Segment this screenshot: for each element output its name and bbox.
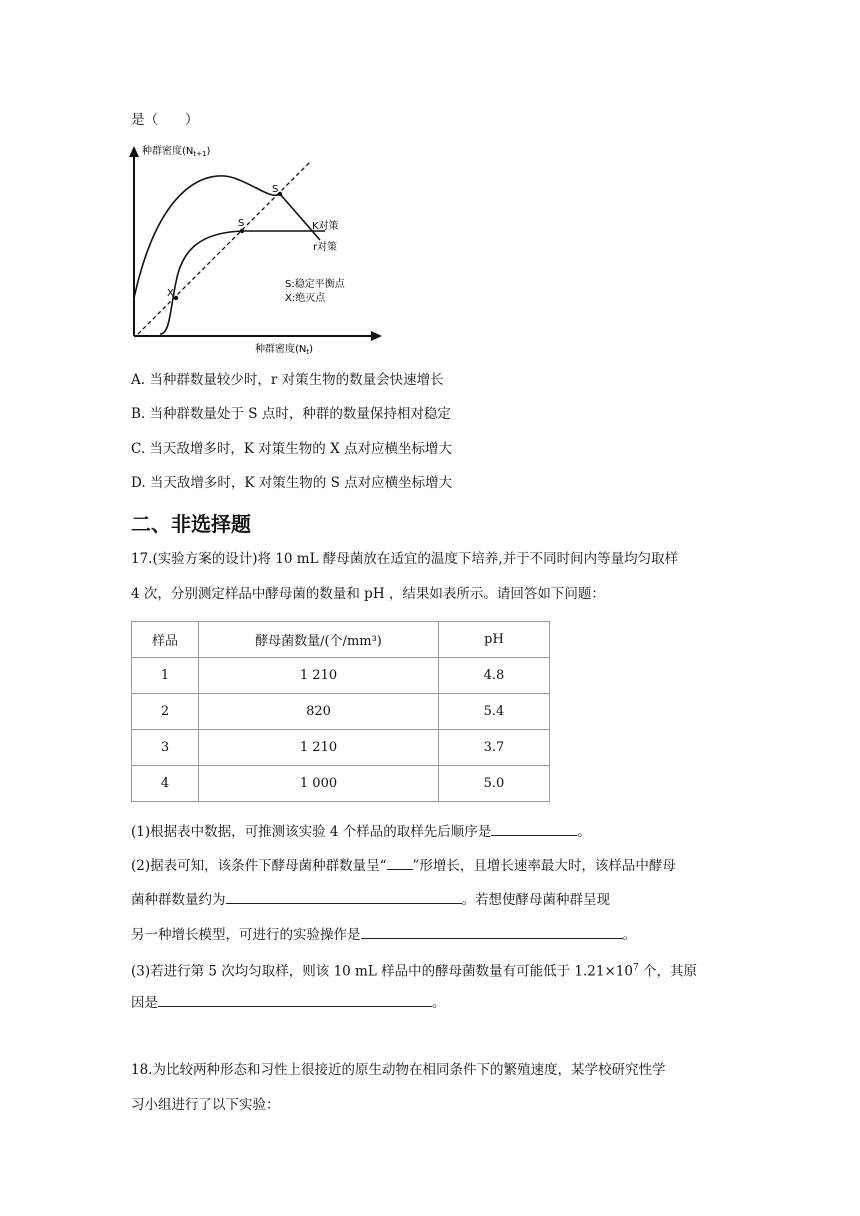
- answer-blank[interactable]: [361, 924, 623, 939]
- r-curve-label: r对策: [313, 242, 338, 253]
- table-row: [132, 658, 550, 694]
- cell-ph: 5.4: [439, 694, 550, 730]
- answer-blank[interactable]: [158, 992, 432, 1007]
- table-header-row: [132, 622, 550, 658]
- k-x-label: X: [167, 288, 174, 299]
- x-axis-arrow: [371, 331, 382, 341]
- legend-x: X:绝灭点: [285, 293, 326, 304]
- q17-stem-line2: 4 次，分别测定样品中酵母菌的数量和 pH ，结果如表所示。请回答如下问题：: [131, 586, 605, 602]
- option-d: D. 当天敌增多时，K 对策生物的 S 点对应横坐标增大: [131, 475, 453, 491]
- answer-blank[interactable]: [387, 855, 413, 870]
- k-s-point: [240, 229, 244, 233]
- q17-part1: (1)根据表中数据，可推测该实验 4 个样品的取样先后顺序是 。: [131, 821, 591, 842]
- cell-count: 1 210: [199, 658, 439, 694]
- cell-sample: 2: [132, 694, 199, 730]
- answer-blank[interactable]: [491, 821, 577, 836]
- answer-blank[interactable]: [226, 889, 462, 904]
- header-ph: pH: [439, 622, 550, 658]
- k-x-point: [174, 296, 178, 300]
- cell-ph: 4.8: [439, 658, 550, 694]
- cell-ph: 5.0: [439, 766, 550, 802]
- cell-ph: 3.7: [439, 730, 550, 766]
- header-sample: 样品: [132, 622, 199, 658]
- x-axis-label: 种群密度$(N_t)$: [255, 344, 314, 356]
- cell-count: 820: [199, 694, 439, 730]
- k-s-label: S: [238, 218, 245, 229]
- y-axis-arrow: [129, 146, 139, 157]
- table-row: [132, 694, 550, 730]
- cell-count: 1 000: [199, 766, 439, 802]
- r-s-label: S: [272, 184, 279, 195]
- q17-part3-line1: (3)若进行第 5 次均匀取样，则该 10 mL 样品中的酵母菌数量有可能低于 $1.21\times 10^7$ 个，其原: [131, 963, 697, 980]
- cell-sample: 1: [132, 658, 199, 694]
- section-title: 二、非选择题: [131, 512, 251, 536]
- option-b: B. 当种群数量处于 S 点时，种群的数量保持相对稳定: [131, 406, 451, 422]
- q18-line1: 18.为比较两种形态和习性上很接近的原生动物在相同条件下的繁殖速度，某学校研究性学: [131, 1062, 666, 1078]
- y-axis-label: 种群密度$(N_{t+1})$: [142, 146, 211, 158]
- cell-sample: 4: [132, 766, 199, 802]
- option-a: A. 当种群数量较少时，r 对策生物的数量会快速增长: [131, 372, 444, 388]
- question16-stem-tail: 是（ ）: [131, 112, 199, 128]
- k-curve-label: K对策: [312, 221, 339, 232]
- q18-line2: 习小组进行了以下实验：: [131, 1097, 280, 1113]
- option-c: C. 当天敌增多时，K 对策生物的 X 点对应横坐标增大: [131, 441, 453, 457]
- q17-part2-line1: (2)据表可知，该条件下酵母菌种群数量呈“ ”形增长，且增长速率最大时，该样品中酵母: [131, 855, 676, 876]
- cell-count: 1 210: [199, 730, 439, 766]
- legend-s: S:稳定平衡点: [285, 279, 345, 290]
- reference-diagonal: [138, 162, 310, 334]
- table-row: [132, 766, 550, 802]
- q17-stem-line1: 17.(实验方案的设计)将 10 mL 酵母菌放在适宜的温度下培养,并于不同时间内等量均匀取样: [131, 551, 679, 567]
- population-density-graph: [120, 140, 390, 365]
- header-count: 酵母菌数量/(个/mm³): [199, 622, 439, 658]
- q17-part2-line3: 另一种增长模型，可进行的实验操作是 。: [131, 924, 636, 945]
- r-s-point: [278, 192, 282, 196]
- yeast-data-table: [131, 621, 550, 802]
- q17-part3-line2: 因是 。: [131, 992, 446, 1013]
- q17-part2-line2: 菌种群数量约为 。若想使酵母菌种群呈现: [131, 889, 610, 910]
- cell-sample: 3: [132, 730, 199, 766]
- table-row: [132, 730, 550, 766]
